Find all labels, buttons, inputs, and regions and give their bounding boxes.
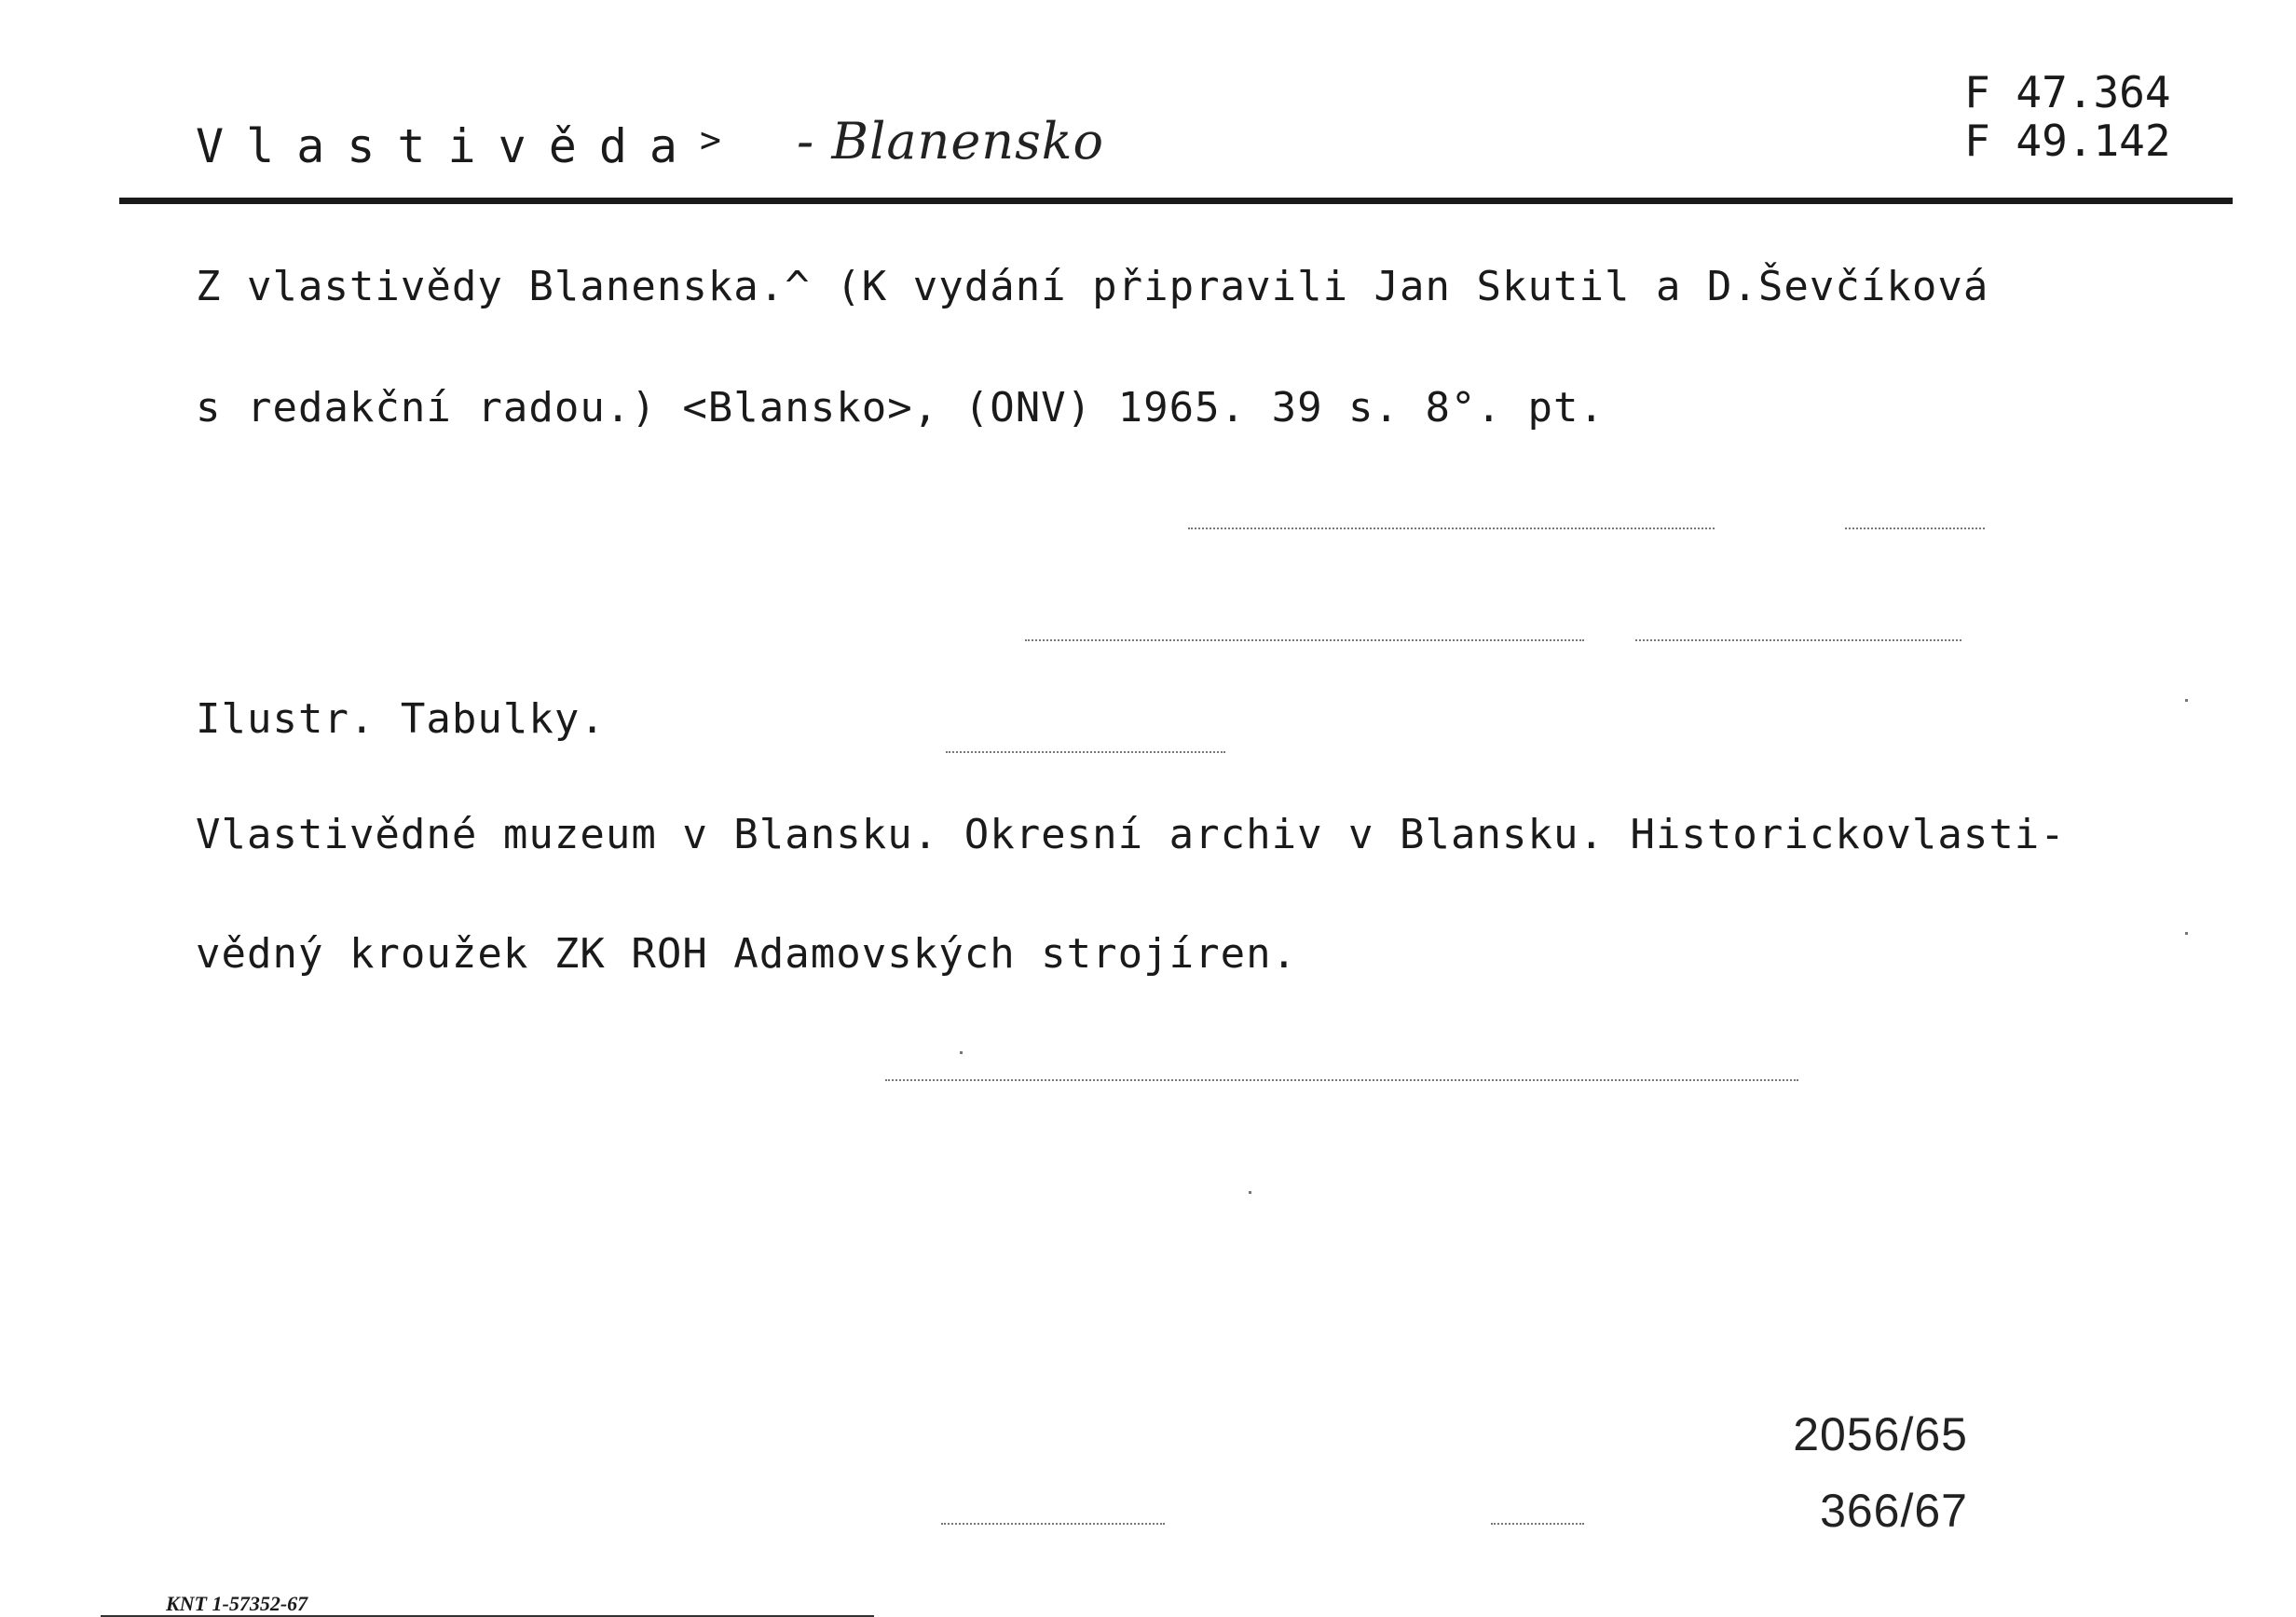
card-heading-subject	[196, 119, 721, 173]
guide-dots	[885, 1079, 1798, 1081]
guide-dots	[1635, 639, 1961, 641]
accession-number-2: 366/67	[1820, 1485, 1968, 1537]
guide-dots	[1845, 528, 1985, 529]
entry-corporate-line-2: vědný kroužek ZK ROH Adamovských strojíren.	[196, 930, 1298, 978]
entry-title-line: Z vlastivědy Blanenska.^ (K vydání připravili Jan Skutil a D.Ševčíková	[196, 263, 1989, 310]
subject-term: Vlastivěda	[196, 119, 701, 173]
scan-speck	[2185, 932, 2188, 935]
card-print-code: KNT 1-57352-67	[166, 1592, 308, 1615]
entry-imprint-line: s redakční radou.) <Blansko>, (ONV) 1965. 39 s. 8°. pt.	[196, 384, 1605, 432]
scan-speck	[960, 1051, 963, 1054]
entry-corporate-line-1: Vlastivědné muzeum v Blansku. Okresní archiv v Blansku. Historickovlasti-	[196, 811, 2066, 858]
heading-rule	[119, 198, 2233, 204]
guide-dots	[1491, 1523, 1584, 1525]
scan-speck	[1249, 1191, 1251, 1194]
guide-dots	[941, 1523, 1165, 1525]
scan-speck	[2185, 699, 2188, 702]
shelf-signature-2: F 49.142	[1964, 116, 2171, 166]
entry-note: Ilustr. Tabulky.	[196, 695, 606, 743]
accession-number-1: 2056/65	[1793, 1408, 1968, 1460]
handwritten-subject-addition: - Blanensko	[797, 112, 1105, 171]
guide-dots	[1025, 639, 1584, 641]
shelf-signature-1: F 47.364	[1964, 67, 2171, 117]
guide-dots	[1188, 528, 1715, 529]
subject-mark: >	[700, 119, 721, 160]
guide-dots	[946, 751, 1225, 753]
